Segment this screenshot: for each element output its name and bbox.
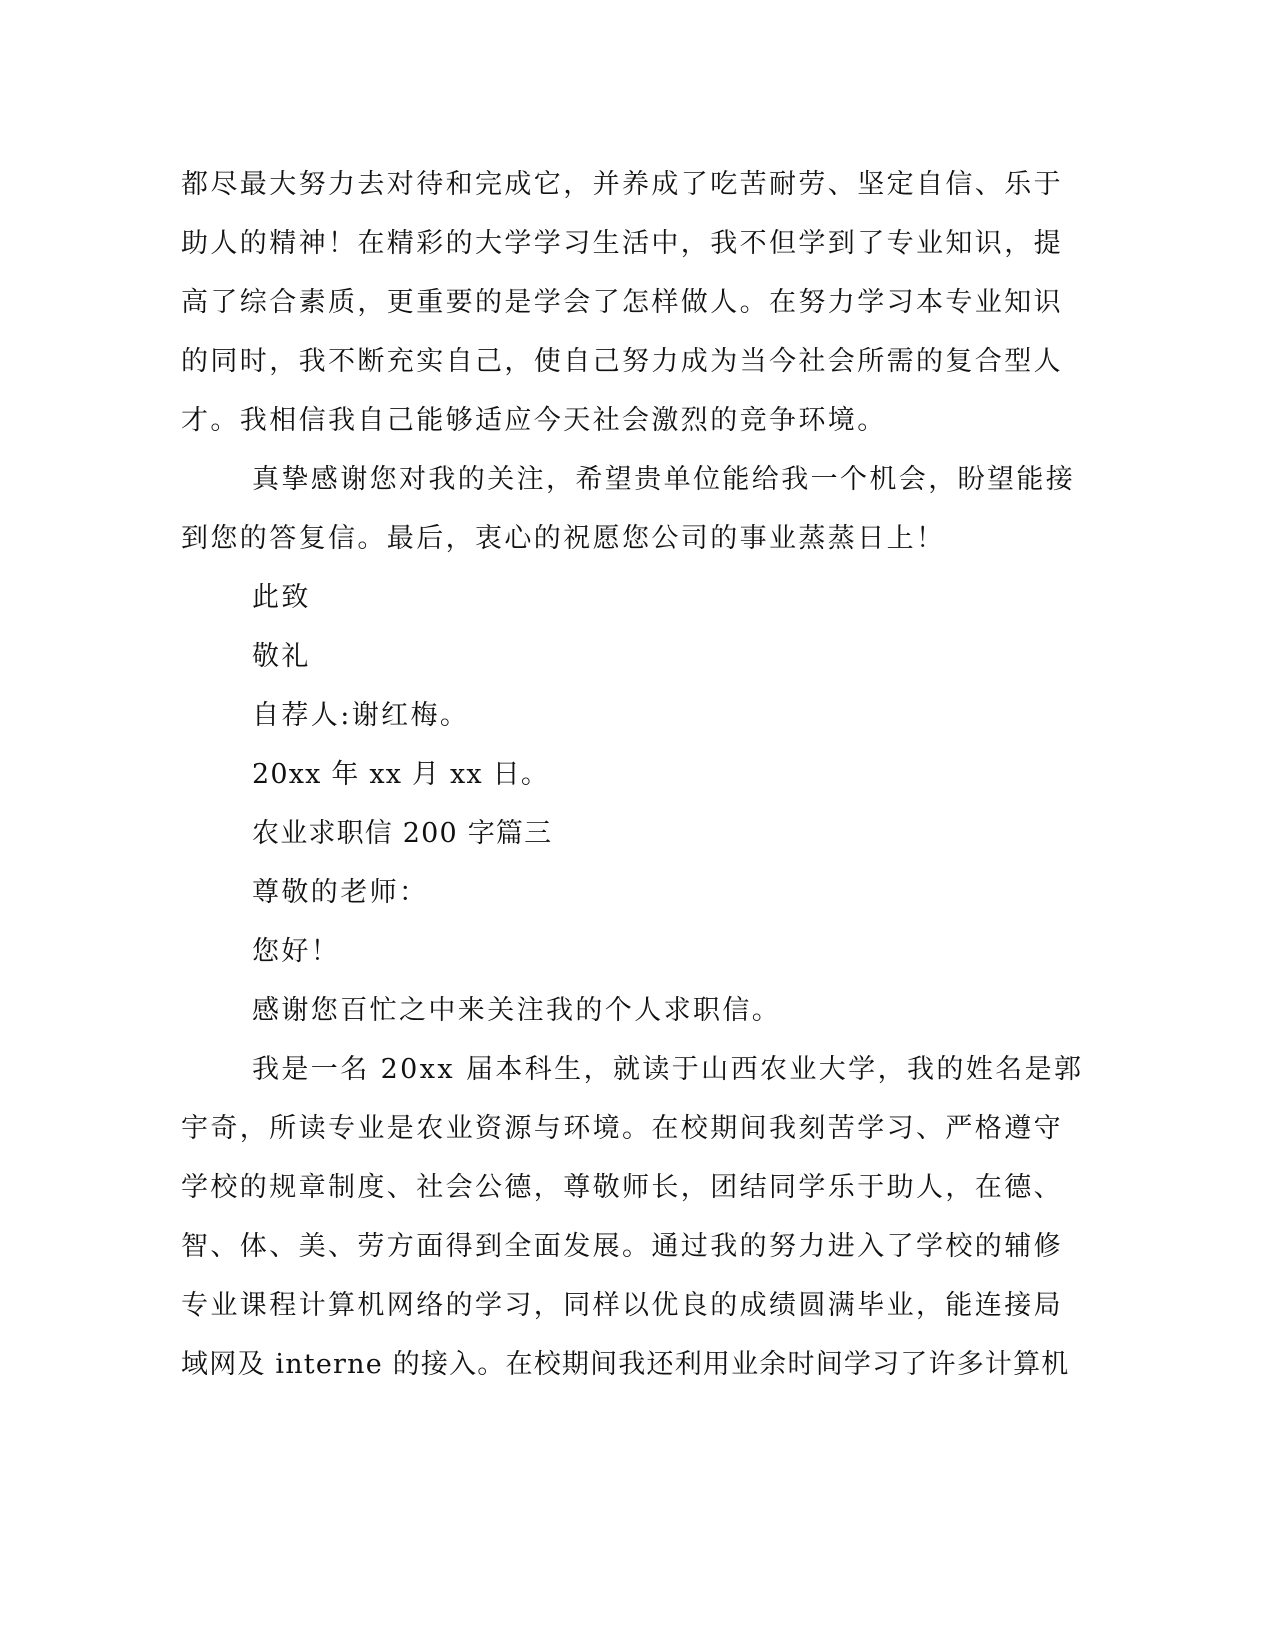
greeting-line: 尊敬的老师： (252, 877, 429, 908)
closing-regards: 敬礼 (252, 641, 311, 672)
body-text-line: 专业课程计算机网络的学习，同样以优良的成绩圆满毕业，能连接局 (181, 1290, 1063, 1321)
signature-line: 自荐人:谢红梅。 (252, 700, 470, 731)
document-body (181, 155, 1084, 1394)
body-text-line: 智、体、美、劳方面得到全面发展。通过我的努力进入了学校的辅修 (181, 1231, 1063, 1262)
date-line: 20xx 年 xx 月 xx 日。 (252, 759, 550, 790)
section-heading: 农业求职信 200 字篇三 (252, 818, 553, 849)
body-text-line: 助人的精神！在精彩的大学学习生活中，我不但学到了专业知识，提 (181, 228, 1063, 259)
paragraph-start-line: 真挚感谢您对我的关注，希望贵单位能给我一个机会，盼望能接 (252, 464, 1076, 495)
body-text-line: 宇奇，所读专业是农业资源与环境。在校期间我刻苦学习、严格遵守 (181, 1113, 1063, 1144)
paragraph-start-line: 我是一名 20xx 届本科生，就读于山西农业大学，我的姓名是郭 (252, 1054, 1084, 1085)
greeting-hello: 您好！ (252, 936, 341, 967)
body-text-line: 都尽最大努力去对待和完成它，并养成了吃苦耐劳、坚定自信、乐于 (181, 169, 1063, 200)
paragraph-start-line: 感谢您百忙之中来关注我的个人求职信。 (252, 995, 782, 1026)
closing-salutation: 此致 (252, 582, 311, 613)
body-text-line: 域网及 interne 的接入。在校期间我还利用业余时间学习了许多计算机 (181, 1349, 1070, 1380)
body-text-line: 才。我相信我自己能够适应今天社会激烈的竞争环境。 (181, 405, 887, 436)
body-text-line: 学校的规章制度、社会公德，尊敬师长，团结同学乐于助人，在德、 (181, 1172, 1063, 1203)
body-text-line: 高了综合素质，更重要的是学会了怎样做人。在努力学习本专业知识 (181, 287, 1063, 318)
body-text-line: 到您的答复信。最后，衷心的祝愿您公司的事业蒸蒸日上！ (181, 523, 946, 554)
body-text-line: 的同时，我不断充实自己，使自己努力成为当今社会所需的复合型人 (181, 346, 1063, 377)
